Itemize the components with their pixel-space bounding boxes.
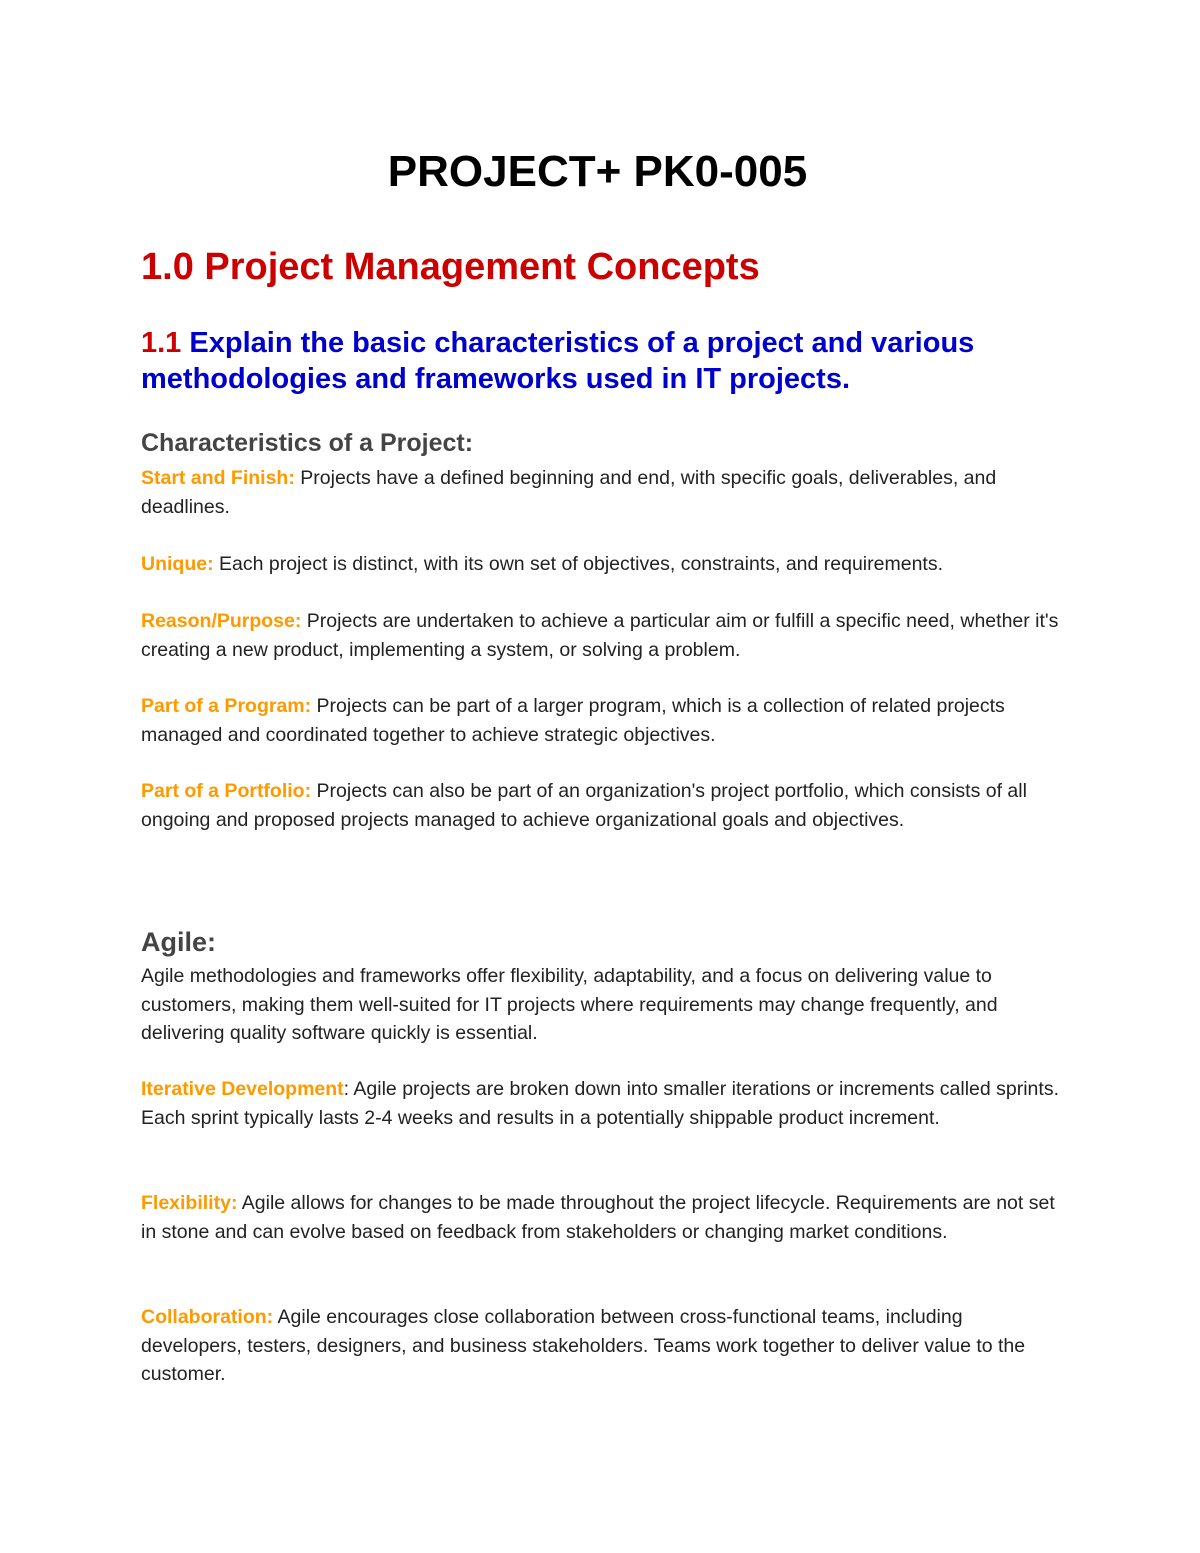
characteristic-part-of-portfolio	[141, 777, 1066, 834]
term-description: Projects can also be part of an organization's project portfolio, which consists of all ongoing and proposed projects managed to achieve organizational goals and objectives.	[141, 780, 1027, 831]
section-heading: 1.0 Project Management Concepts	[141, 246, 760, 288]
term-description: Each project is distinct, with its own set of objectives, constraints, and requirements.	[219, 553, 943, 575]
term-description: Agile encourages close collaboration between cross-functional teams, including developers, testers, designers, and business stakeholders. Teams work together to deliver value to the customer.	[141, 1306, 1026, 1386]
agile-flexibility	[141, 1189, 1066, 1246]
term-label: Collaboration:	[141, 1306, 274, 1328]
term-description: Projects have a defined beginning and end, with specific goals, deliverables, and deadlines.	[141, 467, 997, 518]
agile-heading: Agile:	[141, 927, 217, 957]
term-description: : Agile projects are broken down into smaller iterations or increments called sprints. Each sprint typically lasts 2-4 weeks and results in a potentially shippable product increment.	[141, 1078, 1059, 1129]
term-label: Part of a Program:	[141, 695, 312, 717]
characteristics-heading: Characteristics of a Project:	[141, 429, 474, 457]
term-label: Start and Finish:	[141, 467, 295, 489]
term-label: Unique:	[141, 553, 214, 575]
objective-heading	[141, 325, 1041, 397]
agile-iterative-development	[141, 1075, 1066, 1132]
characteristic-start-finish	[141, 464, 1066, 521]
document-title: PROJECT+ PK0-005	[387, 147, 808, 196]
characteristic-unique	[141, 550, 1066, 579]
term-description: Projects are undertaken to achieve a particular aim or fulfill a specific need, whether it's creating a new product, implementing a system, or solving a problem.	[141, 610, 1059, 661]
term-label: Iterative Development	[141, 1078, 344, 1100]
term-label: Flexibility:	[141, 1192, 238, 1214]
term-description: Agile allows for changes to be made throughout the project lifecycle. Requirements are not set in stone and can evolve based on feedback from stakeholders or changing market conditions.	[141, 1192, 1055, 1243]
agile-intro: Agile methodologies and frameworks offer flexibility, adaptability, and a focus on delivering value to customers, making them well-suited for IT projects where requirements may change frequently, and delivering quality software quickly is essential.	[141, 965, 998, 1045]
term-label: Reason/Purpose:	[141, 610, 302, 632]
characteristic-part-of-program	[141, 692, 1066, 749]
objective-text: Explain the basic characteristics of a project and various methodologies and frameworks used in IT projects.	[141, 327, 975, 395]
characteristic-reason-purpose	[141, 607, 1066, 664]
term-description: Projects can be part of a larger program, which is a collection of related projects managed and coordinated together to achieve strategic objectives.	[141, 695, 1005, 746]
objective-number: 1.1	[141, 327, 182, 359]
agile-collaboration	[141, 1303, 1066, 1389]
term-label: Part of a Portfolio:	[141, 780, 312, 802]
